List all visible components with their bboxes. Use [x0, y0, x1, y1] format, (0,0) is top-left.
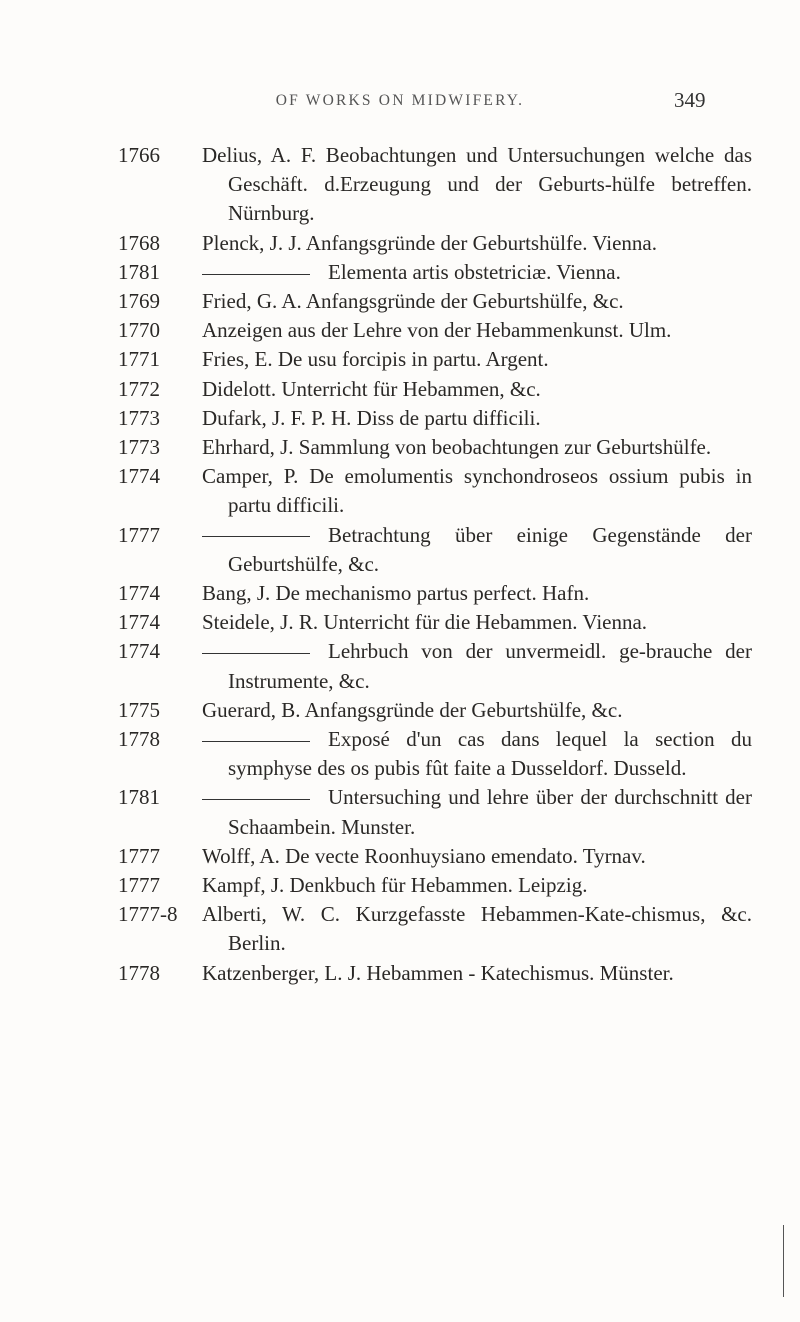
entry-citation: Delius, A. F. Beobachtungen und Untersuchungen welche das Geschäft. d.Erzeugung und der Geburts-hülfe betreffen. Nürnburg.	[202, 143, 752, 226]
entry-year: 1777	[118, 873, 160, 898]
entry-citation: Elementa artis obstetriciæ. Vienna.	[328, 259, 621, 284]
entry-citation: Guerard, B. Anfangsgründe der Geburtshülfe, &c.	[202, 697, 623, 722]
entry-year: 1774	[118, 581, 160, 606]
bibliography-entry	[0, 608, 800, 637]
entry-text	[202, 287, 752, 316]
entry-text	[202, 842, 752, 871]
entry-year: 1766	[118, 143, 160, 167]
entry-year: 1778	[118, 727, 160, 752]
entry-citation: Didelott. Unterricht für Hebammen, &c.	[202, 376, 541, 401]
bibliography-entry	[0, 345, 800, 374]
entry-year: 1773	[118, 435, 160, 460]
ditto-dash	[202, 653, 310, 654]
entry-year: 1769	[118, 289, 160, 314]
entry-text	[202, 900, 752, 958]
entry-text	[202, 521, 752, 579]
bibliography-entry	[0, 696, 800, 725]
entry-year: 1781	[118, 259, 160, 284]
entry-citation: Betrachtung über einige Gegenstände der Geburtshülfe, &c.	[228, 522, 752, 576]
entry-text	[202, 579, 752, 608]
entry-citation: Katzenberger, L. J. Hebammen - Katechismus. Münster.	[202, 960, 674, 985]
entry-text	[202, 375, 752, 404]
entry-citation: Exposé d'un cas dans lequel la section du symphyse des os pubis fût faite a Dusseldorf. Dusseld.	[228, 727, 752, 781]
entry-year: 1781	[118, 785, 160, 810]
entry-text	[202, 229, 752, 258]
entry-year: 1777	[118, 843, 160, 868]
bibliography-entry	[0, 433, 800, 462]
entry-citation: Camper, P. De emolumentis synchondroseos ossium pubis in partu difficili.	[202, 464, 752, 518]
entry-year: 1773	[118, 405, 160, 430]
entry-citation: Bang, J. De mechanismo partus perfect. Hafn.	[202, 581, 590, 606]
entry-text	[202, 696, 752, 725]
entry-text	[202, 345, 752, 374]
bibliography-entry	[0, 900, 800, 958]
entry-year: 1771	[118, 347, 160, 372]
entry-year: 1774	[118, 610, 160, 635]
entry-year: 1777-8	[118, 902, 178, 927]
entry-citation: Dufark, J. F. P. H. Diss de partu difficili.	[202, 405, 541, 430]
bibliography-entry	[0, 287, 800, 316]
margin-rule	[783, 1225, 784, 1297]
running-head-title: OF WORKS ON MIDWIFERY.	[275, 92, 525, 109]
bibliography-entry	[0, 783, 800, 841]
entry-citation: Fries, E. De usu forcipis in partu. Argent.	[202, 347, 549, 372]
bibliography-entry	[0, 462, 800, 520]
entry-citation: Alberti, W. C. Kurzgefasste Hebammen-Kate-chismus, &c. Berlin.	[202, 902, 752, 956]
bibliography-list	[0, 141, 800, 988]
entry-citation: Kampf, J. Denkbuch für Hebammen. Leipzig.	[202, 873, 588, 898]
entry-text	[202, 316, 752, 345]
bibliography-entry	[0, 258, 800, 287]
entry-citation: Untersuching und lehre über der durchschnitt der Schaambein. Munster.	[228, 785, 752, 839]
entry-text	[202, 404, 752, 433]
entry-text	[202, 783, 752, 841]
entry-text	[202, 871, 752, 900]
entry-text	[202, 258, 752, 287]
entry-citation: Wolff, A. De vecte Roonhuysiano emendato. Tyrnav.	[202, 843, 646, 868]
entry-year: 1768	[118, 230, 160, 255]
bibliography-entry	[0, 521, 800, 579]
ditto-dash	[202, 799, 310, 800]
bibliography-entry	[0, 375, 800, 404]
entry-text	[202, 959, 752, 988]
bibliography-entry	[0, 725, 800, 783]
entry-year: 1774	[118, 639, 160, 664]
bibliography-entry	[0, 637, 800, 695]
bibliography-entry	[0, 404, 800, 433]
entry-year: 1778	[118, 960, 160, 985]
bibliography-entry	[0, 871, 800, 900]
entry-year: 1772	[118, 376, 160, 401]
entry-citation: Plenck, J. J. Anfangsgründe der Geburtshülfe. Vienna.	[202, 230, 658, 255]
entry-year: 1770	[118, 318, 160, 343]
entry-text	[202, 141, 752, 229]
running-head	[0, 88, 800, 120]
entry-year: 1775	[118, 697, 160, 722]
entry-citation: Ehrhard, J. Sammlung von beobachtungen zur Geburtshülfe.	[202, 435, 712, 460]
bibliography-entry	[0, 579, 800, 608]
bibliography-entry	[0, 316, 800, 345]
entry-citation: Lehrbuch von der unvermeidl. ge-brauche der Instrumente, &c.	[228, 639, 752, 693]
bibliography-entry	[0, 959, 800, 988]
bibliography-entry	[0, 842, 800, 871]
entry-year: 1774	[118, 464, 160, 489]
entry-text	[202, 725, 752, 783]
entry-citation: Fried, G. A. Anfangsgründe der Geburtshülfe, &c.	[202, 289, 624, 314]
bibliography-entry	[0, 141, 800, 229]
page-number: 349	[674, 88, 706, 112]
entry-year: 1777	[118, 522, 160, 547]
ditto-dash	[202, 741, 310, 742]
bibliography-entry	[0, 229, 800, 258]
entry-citation: Steidele, J. R. Unterricht für die Hebammen. Vienna.	[202, 610, 648, 635]
ditto-dash	[202, 274, 310, 275]
entry-text	[202, 637, 752, 695]
entry-text	[202, 608, 752, 637]
entry-text	[202, 433, 752, 462]
ditto-dash	[202, 536, 310, 537]
entry-citation: Anzeigen aus der Lehre von der Hebammenkunst. Ulm.	[202, 318, 672, 343]
entry-text	[202, 462, 752, 520]
